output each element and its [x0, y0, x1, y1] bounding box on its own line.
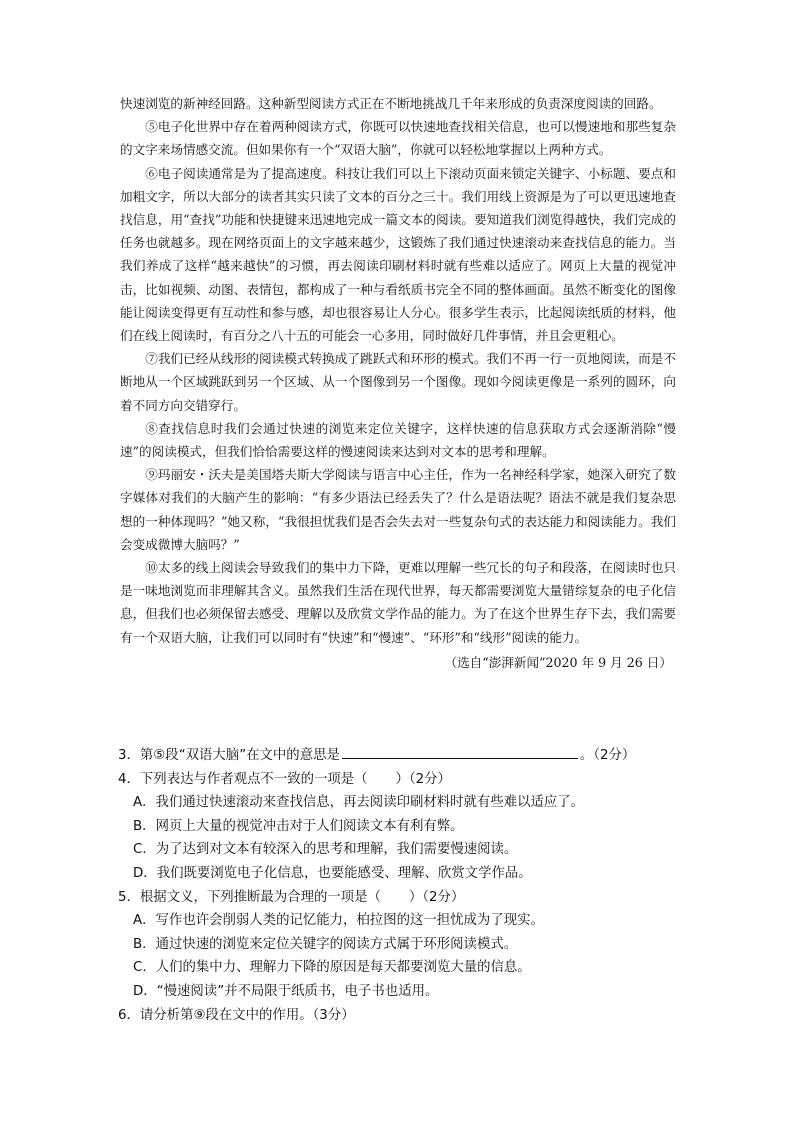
question-5 [118, 886, 698, 910]
passage-paragraph-6: ⑥电子阅读通常是为了提高速度。科技让我们可以上下滚动页面来锁定关键字、小标题、要点和加粗文字，所以大部分的读者其实只读了文本的百分之三十。我们用线上资源是为了可以更迅速地查找信息，用“查找”功能和快捷键来迅速地完成一篇文本的阅读。要知道我们浏览得越快，我们完成的任务也就越多。现在网络页面上的文字越来越少，这锻炼了我们通过快速滚动来查找信息的能力。当我们养成了这样“越来越快”的习惯，再去阅读印刷材料时就有些难以适应了。网页上大量的视觉冲击，比如视频、动图、表情包，都构成了一种与看纸质书完全不同的整体画面。虽然不断变化的图像能让阅读变得更有互动性和参与感，却也很容易让人分心。很多学生表示，比起阅读纸质的材料，他们在线上阅读时，有百分之八十五的可能会一心多用，同时做好几件事情，并且会更粗心。 [120, 165, 676, 344]
question-5-option-c: C．人们的集中力、理解力下降的原因是每天都要浏览大量的信息。 [133, 960, 531, 976]
question-5-score: ）（2分） [408, 889, 465, 905]
question-3-stem: 3．第⑤段“双语大脑”在文中的意思是 [118, 748, 340, 763]
passage-source: （选自“澎湃新闻”2020 年 9 月 26 日） [444, 654, 672, 670]
passage-paragraph-continued: 快速浏览的新神经回路。这种新型阅读方式正在不断地挑战几千年来形成的负责深度阅读的回路。 [120, 96, 662, 111]
question-5-option-a: A．写作也许会削弱人类的记忆能力，柏拉图的这一担忧成为了现实。 [133, 913, 544, 929]
passage-paragraph-9: ⑨玛丽安・沃夫是美国塔夫斯大学阅读与语言中心主任，作为一名神经科学家，她深入研究了数字媒体对我们的大脑产生的影响：“有多少语法已经丢失了？什么是语法呢？语法不就是我们复杂思想的一种体现吗？”她又称，“我很担忧我们是否会失去对一些复杂句式的表达能力和阅读能力。我们会变成微博大脑吗？” [120, 467, 676, 552]
question-5-option-b: B．通过快速的浏览来定位关键字的阅读方式属于环形阅读模式。 [133, 936, 518, 952]
question-4-stem: 4．下列表达与作者观点不一致的一项是（ [118, 771, 368, 787]
question-4 [118, 768, 698, 792]
question-4-option-b: B．网页上大量的视觉冲击对于人们阅读文本有利有弊。 [133, 818, 464, 834]
question-3-score: 。（2分） [579, 748, 636, 763]
passage-paragraph-5: ⑤电子化世界中存在着两种阅读方式，你既可以快速地查找相关信息，也可以慢速地和那些复杂的文字来场情感交流。但如果你有一个“双语大脑”，你就可以轻松地掌握以上两种方式。 [120, 119, 676, 158]
question-5-option-d: D．“慢速阅读”并不局限于纸质书，电子书也适用。 [133, 983, 439, 999]
passage-paragraph-7: ⑦我们已经从线形的阅读模式转换成了跳跃式和环形的模式。我们不再一行一页地阅读，而是不断地从一个区域跳跃到另一个区域、从一个图像到另一个图像。现如今阅读更像是一系列的圆环，向着不同方向交错穿行。 [120, 351, 676, 413]
question-4-option-d: D．我们既要浏览电子化信息，也要能感受、理解、欣赏文学作品。 [133, 865, 532, 881]
passage-paragraph-8: ⑧查找信息时我们会通过快速的浏览来定位关键字，这样快速的信息获取方式会逐渐消除“慢速”的阅读模式，但我们恰恰需要这样的慢速阅读来达到对文本的思考和理解。 [120, 420, 676, 460]
passage-paragraph-10: ⑩太多的线上阅读会导致我们的集中力下降，更难以理解一些冗长的句子和段落，在阅读时也只是一味地浏览而非理解其含义。虽然我们生活在现代世界，每天都需要浏览大量错综复杂的电子化信息，但我们也必须保留去感受、理解以及欣赏文学作品的能力。为了在这个世界生存下去，我们需要有一个双语大脑，让我们可以同时有“快速”和“慢速”、“环形”和“线形”阅读的能力。 [120, 560, 676, 645]
question-3 [118, 744, 698, 768]
reading-passage [120, 92, 676, 674]
question-section [118, 744, 698, 1027]
question-4-option-a: A．我们通过快速滚动来查找信息，再去阅读印刷材料时就有些难以适应了。 [133, 795, 585, 811]
question-4-score: ）（2分） [395, 771, 451, 787]
question-4-option-c: C．为了达到对文本有较深入的思考和理解，我们需要慢速阅读。 [133, 842, 518, 858]
question-5-stem: 5．根据文义，下列推断最为合理的一项是（ [118, 889, 381, 905]
question-6: 6．请分析第⑨段在文中的作用。（3分） [118, 1007, 355, 1023]
answer-blank[interactable] [342, 744, 578, 759]
